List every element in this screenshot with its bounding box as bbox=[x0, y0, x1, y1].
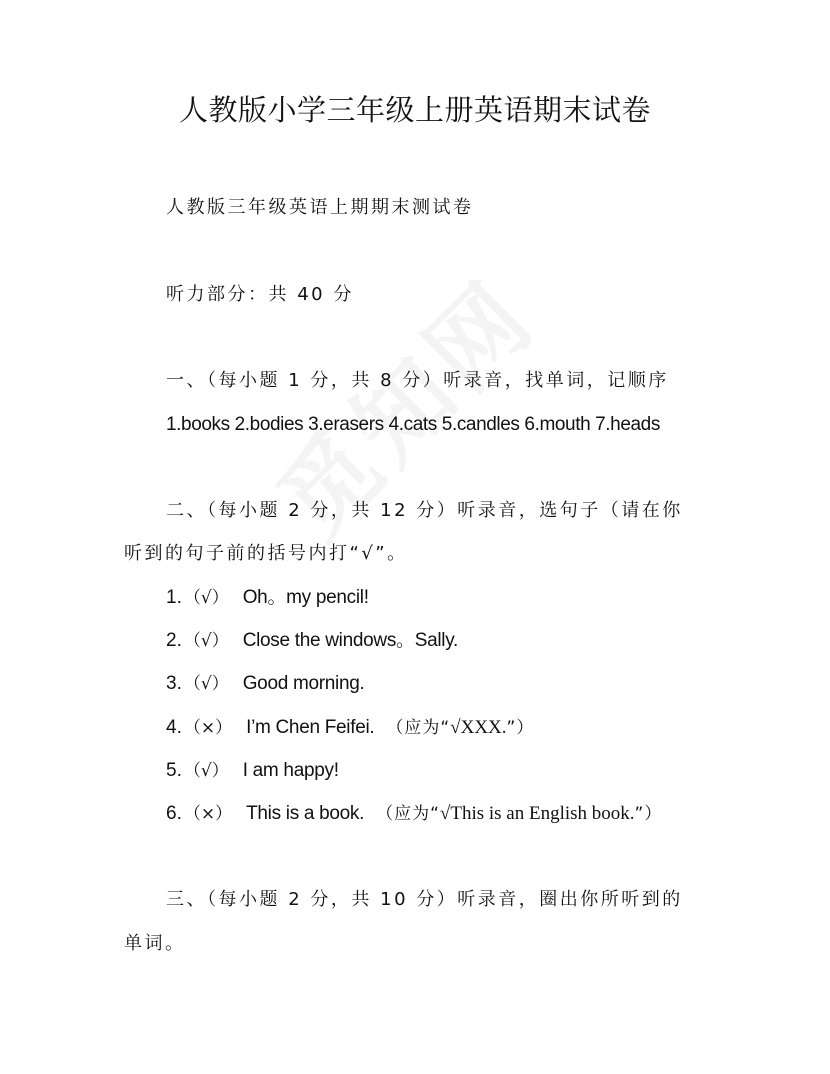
item-sentence: Oh。my pencil! bbox=[242, 587, 369, 608]
item-mark: （×） bbox=[183, 804, 233, 824]
note-suffix: ”） bbox=[634, 804, 663, 824]
subtitle: 人教版三年级英语上期期末测试卷 bbox=[166, 197, 474, 218]
item-sentence: I’m Chen Feifei. bbox=[246, 717, 375, 738]
item-number: 2. bbox=[166, 630, 182, 651]
note-suffix: ”） bbox=[506, 718, 535, 738]
item-number: 3. bbox=[166, 673, 182, 694]
answer-item-1 bbox=[166, 584, 369, 612]
item-number: 4. bbox=[166, 717, 182, 738]
answer-item-5 bbox=[166, 757, 339, 785]
item-number: 6. bbox=[166, 803, 182, 824]
note-answer: √This is an English book. bbox=[439, 803, 635, 824]
item-mark: （√） bbox=[183, 588, 229, 608]
listening-header: 听力部分：共 40 分 bbox=[166, 284, 354, 305]
section2-heading-line1: 二、（每小题 2 分，共 12 分）听录音，选句子（请在你 bbox=[166, 500, 683, 521]
answer-item-2 bbox=[166, 627, 458, 655]
section1-words: 1.books 2.bodies 3.erasers 4.cats 5.candles 6.mouth 7.heads bbox=[166, 414, 660, 435]
item-mark: （√） bbox=[183, 761, 229, 781]
item-sentence: I am happy! bbox=[242, 760, 339, 781]
item-mark: （√） bbox=[183, 631, 229, 651]
item-sentence: Close the windows。Sally. bbox=[242, 630, 458, 651]
item-mark: （√） bbox=[183, 674, 229, 694]
section3-heading-line1: 三、（每小题 2 分，共 10 分）听录音，圈出你所听到的 bbox=[166, 889, 683, 910]
item-number: 5. bbox=[166, 760, 182, 781]
item-number: 1. bbox=[166, 587, 182, 608]
answer-item-6 bbox=[166, 800, 662, 828]
answer-item-3 bbox=[166, 670, 364, 698]
item-mark: （×） bbox=[183, 718, 233, 738]
answer-item-4 bbox=[166, 714, 534, 742]
section1-heading: 一、（每小题 1 分，共 8 分）听录音，找单词，记顺序 bbox=[166, 370, 669, 391]
item-correction-note bbox=[376, 800, 662, 828]
note-answer: √XXX. bbox=[450, 717, 507, 738]
section2-heading-line2: 听到的句子前的括号内打“√”。 bbox=[124, 543, 408, 564]
item-sentence: This is a book. bbox=[246, 803, 365, 824]
note-prefix: （应为“ bbox=[376, 804, 440, 824]
item-sentence: Good morning. bbox=[242, 673, 365, 694]
section3-heading-line2: 单词。 bbox=[124, 933, 186, 954]
item-correction-note bbox=[386, 714, 534, 742]
note-prefix: （应为“ bbox=[386, 718, 451, 738]
page-title: 人教版小学三年级上册英语期末试卷 bbox=[178, 93, 651, 127]
